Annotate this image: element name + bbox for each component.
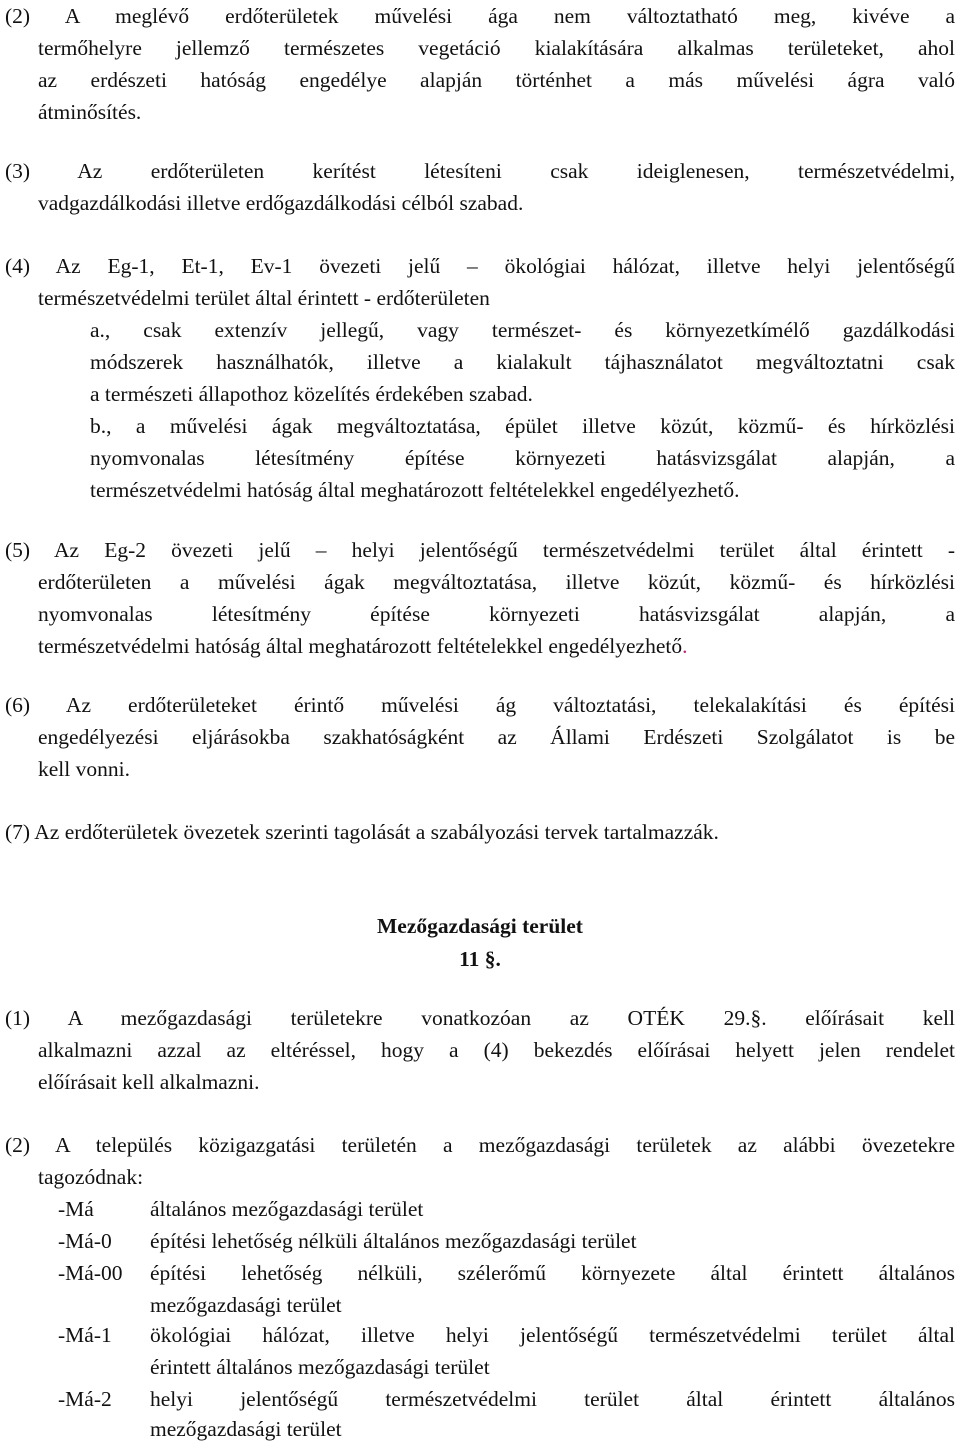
zone-code: -Má — [58, 1197, 94, 1221]
zone-description: ökológiai hálózat, illetve helyi jelentőségű természetvédelmi terület által — [150, 1323, 955, 1347]
colored-period: . — [682, 634, 688, 658]
text-line: előírásait kell alkalmazni. — [38, 1070, 260, 1094]
text-line: (6) Az erdőterületeket érintő művelési ág változtatási, telekalakítási és építési — [5, 693, 955, 717]
text-line — [38, 633, 687, 659]
zone-code: -Má-2 — [58, 1387, 112, 1411]
text-line: (2) A település közigazgatási területén a mezőgazdasági területek az alábbi övezetekre — [5, 1133, 955, 1157]
section-title: Mezőgazdasági terület — [377, 914, 583, 938]
text-line: (2) A meglévő erdőterületek művelési ága nem változtatható meg, kivéve a — [5, 4, 955, 28]
subitem-b-line: nyomvonalas létesítmény építése környezeti hatásvizsgálat alapján, a — [90, 446, 955, 470]
subitem-b-line: természetvédelmi hatóság által meghatározott feltételekkel engedélyezhető. — [90, 478, 740, 502]
text-line: tagozódnak: — [38, 1165, 144, 1189]
zone-description: helyi jelentőségű természetvédelmi terület által érintett általános — [150, 1387, 955, 1411]
text-line: természetvédelmi terület által érintett - erdőterületen — [38, 286, 490, 310]
zone-description: általános mezőgazdasági terület — [150, 1197, 424, 1221]
subitem-a-line: a., csak extenzív jellegű, vagy természet- és környezetkímélő gazdálkodási — [90, 318, 955, 342]
text-line: (7) Az erdőterületek övezetek szerinti tagolását a szabályozási tervek tartalmazzák. — [5, 820, 719, 844]
zone-description: építési lehetőség nélküli általános mezőgazdasági terület — [150, 1229, 637, 1253]
zone-description: mezőgazdasági terület — [150, 1293, 342, 1317]
section-number: 11 §. — [459, 947, 501, 971]
text-line: alkalmazni azzal az eltéréssel, hogy a (4) bekezdés előírásai helyett jelen rendelet — [38, 1038, 955, 1062]
text-line: átminősítés. — [38, 100, 142, 124]
zone-code: -Má-0 — [58, 1229, 112, 1253]
text-line: (5) Az Eg-2 övezeti jelű – helyi jelentőségű természetvédelmi terület által érintett - — [5, 538, 955, 562]
text-line: kell vonni. — [38, 757, 130, 781]
text-line: termőhelyre jellemző természetes vegetáció kialakítására alkalmas területeket, ahol — [38, 36, 955, 60]
subitem-a-line: a természeti állapothoz közelítés érdekében szabad. — [90, 382, 533, 406]
text-line: (4) Az Eg-1, Et-1, Ev-1 övezeti jelű – ökológiai hálózat, illetve helyi jelentőségű — [5, 254, 955, 278]
zone-description: érintett általános mezőgazdasági terület — [150, 1355, 490, 1379]
zone-description: építési lehetőség nélküli, szélerőmű környezete által érintett általános — [150, 1261, 955, 1285]
text-line: nyomvonalas létesítmény építése környezeti hatásvizsgálat alapján, a — [38, 602, 955, 626]
text-line: vadgazdálkodási illetve erdőgazdálkodási célból szabad. — [38, 191, 524, 215]
zone-description: mezőgazdasági terület — [150, 1417, 342, 1441]
zone-code: -Má-1 — [58, 1323, 112, 1347]
text-line: (3) Az erdőterületen kerítést létesíteni csak ideiglenesen, természetvédelmi, — [5, 159, 955, 183]
subitem-a-line: módszerek használhatók, illetve a kialakult tájhasználatot megváltoztatni csak — [90, 350, 955, 374]
text-line: engedélyezési eljárásokba szakhatóságként az Állami Erdészeti Szolgálatot is be — [38, 725, 955, 749]
subitem-b-line: b., a művelési ágak megváltoztatása, épület illetve közút, közmű- és hírközlési — [90, 414, 955, 438]
zone-code: -Má-00 — [58, 1261, 123, 1285]
text-line: az erdészeti hatóság engedélye alapján történhet a más művelési ágra való — [38, 68, 955, 92]
text-line-body: természetvédelmi hatóság által meghatározott feltételekkel engedélyezhető — [38, 634, 683, 658]
text-line: erdőterületen a művelési ágak megváltoztatása, illetve közút, közmű- és hírközlési — [38, 570, 955, 594]
text-line: (1) A mezőgazdasági területekre vonatkozóan az OTÉK 29.§. előírásait kell — [5, 1006, 955, 1030]
